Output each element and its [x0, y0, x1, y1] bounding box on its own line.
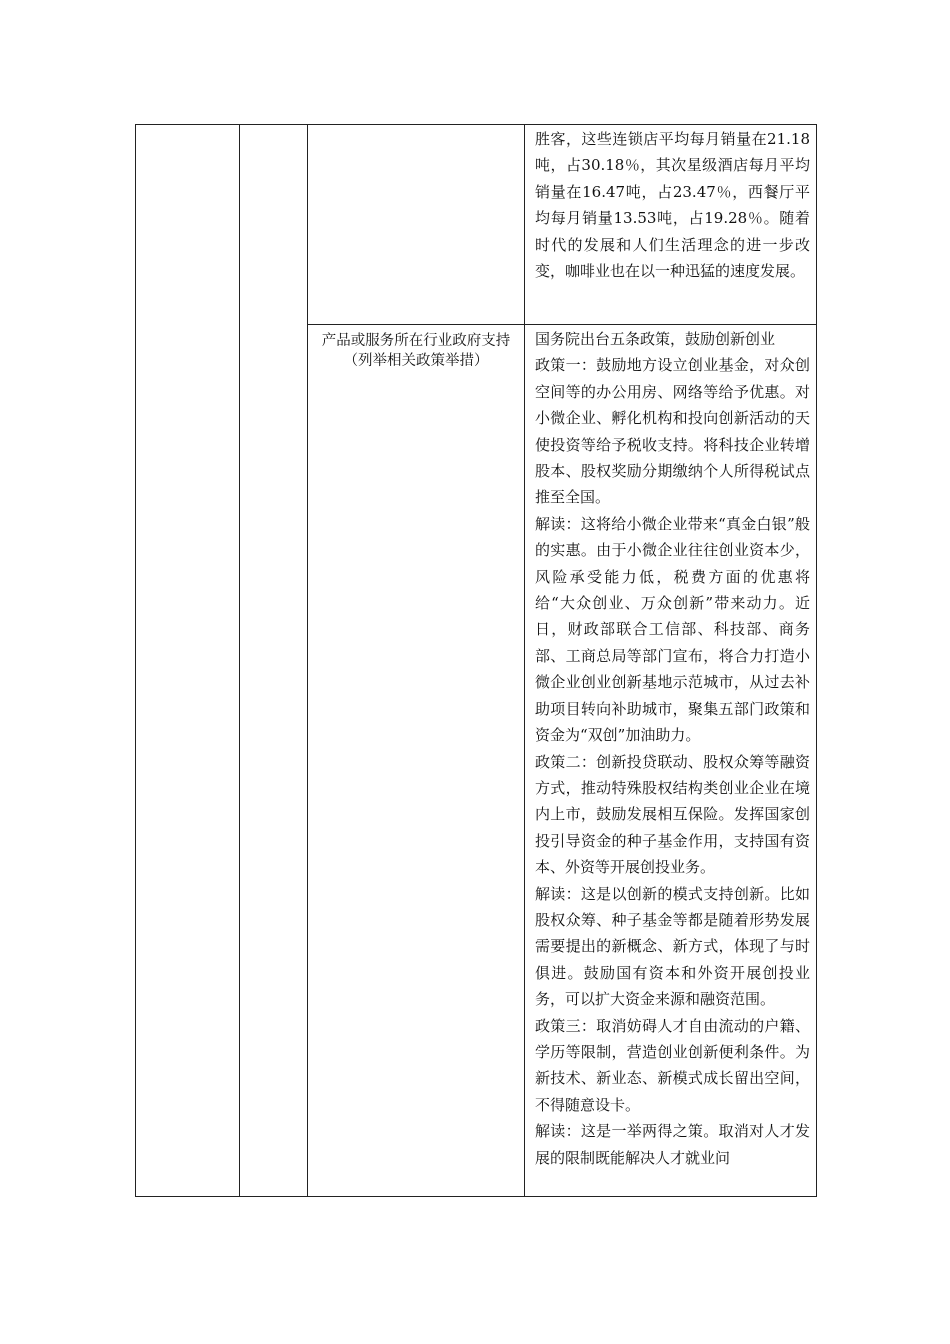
table-cell-content	[525, 325, 817, 1197]
table-cell-label	[308, 125, 525, 325]
content-paragraph: 政策三：取消妨碍人才自由流动的户籍、学历等限制，营造创业创新便利条件。为新技术、新业态、新模式成长留出空间，不得随意设卡。	[535, 1016, 810, 1114]
document-table	[135, 124, 817, 1197]
table-cell-label	[308, 325, 525, 1197]
table-cell-empty	[136, 125, 240, 1197]
content-paragraph: 解读：这是以创新的模式支持创新。比如股权众筹、种子基金等都是随着形势发展需要提出的新概念、新方式，体现了与时俱进。鼓励国有资本和外资开展创投业务，可以扩大资金来源和融资范围。	[535, 884, 810, 1009]
content-paragraph: 国务院出台五条政策，鼓励创新创业	[535, 330, 776, 348]
content-paragraph: 政策二：创新投贷联动、股权众筹等融资方式，推动特殊股权结构类创业企业在境内上市，鼓励发展相互保险。发挥国家创投引导资金的种子基金作用，支持国有资本、外资等开展创投业务。	[535, 752, 810, 877]
content-paragraph: 解读：这将给小微企业带来“真金白银”般的实惠。由于小微企业往往创业资本少，风险承受能力低，税费方面的优惠将给“大众创业、万众创新”带来动力。近日，财政部联合工信部、科技部、商务部、工商总局等部门宣布，将合力打造小微企业创业创新基地示范城市，从过去补助项目转向补助城市，聚集五部门政策和资金为“双创”加油助力。	[535, 514, 810, 745]
table-cell-empty	[240, 125, 308, 1197]
content-paragraph: 胜客，这些连锁店平均每月销量在21.18吨，占30.18％，其次星级酒店每月平均销量在16.47吨，占23.47％，西餐厅平均每月销量13.53吨，占19.28％。随着时代的发展和人们生活理念的进一步改变，咖啡业也在以一种迅猛的速度发展。	[535, 130, 810, 281]
content-paragraph: 政策一：鼓励地方设立创业基金，对众创空间等的办公用房、网络等给予优惠。对小微企业、孵化机构和投向创新活动的天使投资等给予税收支持。将科技企业转增股本、股权奖励分期缴纳个人所得税试点推至全国。	[535, 356, 810, 507]
table-row	[136, 125, 817, 325]
row-label: 产品或服务所在行业政府支持（列举相关政策举措）	[321, 333, 511, 369]
content-paragraph: 解读：这是一举两得之策。取消对人才发展的限制既能解决人才就业问	[535, 1122, 810, 1167]
table-cell-content	[525, 125, 817, 325]
